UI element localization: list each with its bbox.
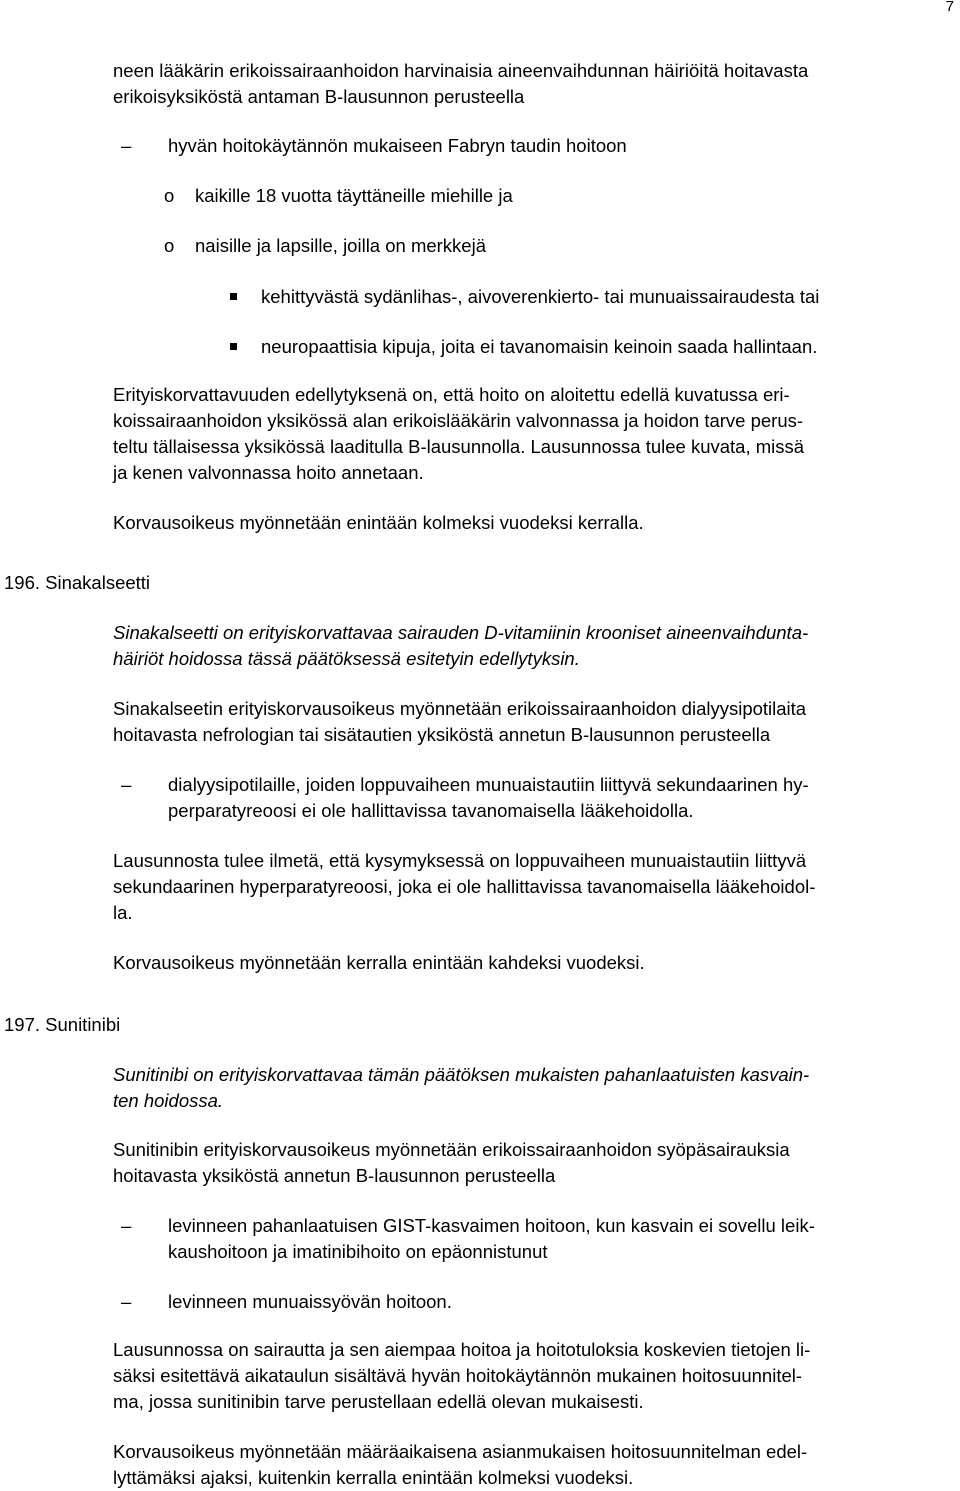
page-number: 7 [945,0,954,15]
paragraph-line: teltu tällaisessa yksikössä laaditulla B-lausunnolla. Lausunnossa tulee kuvata, missä [113,436,805,457]
intro-line: neen lääkärin erikoissairaanhoidon harvinaisia aineenvaihdunnan häiriöitä hoitavasta [113,60,809,81]
list-item: neuropaattisia kipuja, joita ei tavanomaisin keinoin saada hallintaan. [261,336,818,357]
paragraph-line: lyttämäksi ajaksi, kuitenkin kerralla enintään kolmeksi vuodeksi. [113,1467,634,1488]
list-item: levinneen pahanlaatuisen GIST-kasvaimen hoitoon, kun kasvain ei sovellu leik- [168,1215,815,1236]
paragraph-line: Korvausoikeus myönnetään määräaikaisena asianmukaisen hoitosuunnitelman edel- [113,1441,808,1462]
dash-bullet-icon: – [121,1291,132,1312]
paragraph-line: hoitavasta nefrologian tai sisätautien yksiköstä annetun B-lausunnon perusteella [113,724,771,745]
dash-bullet-icon: – [121,1215,132,1236]
paragraph-line: ma, jossa sunitinibin tarve perustellaan edellä olevan mukaisesti. [113,1391,644,1412]
list-item: dialyysipotilaille, joiden loppuvaiheen munuaistautiin liittyvä sekundaarinen hy- [168,774,809,795]
section-heading: 197. Sunitinibi [4,1014,121,1035]
section-heading: 196. Sinakalseetti [4,572,151,593]
paragraph-line: sekundaarinen hyperparatyreoosi, joka ei ole hallittavissa tavanomaisella lääkehoidol- [113,876,816,897]
paragraph-line: Lausunnossa on sairautta ja sen aiempaa hoitoa ja hoitotuloksia koskevien tietojen li- [113,1339,811,1360]
paragraph-line: la. [113,902,133,923]
list-item: kehittyvästä sydänlihas-, aivoverenkierto- tai munuaissairaudesta tai [261,286,820,307]
circle-bullet-icon: o [164,235,175,256]
definition-line: häiriöt hoidossa tässä päätöksessä esitetyin edellytyksin. [113,648,580,669]
paragraph-line: Sinakalseetin erityiskorvausoikeus myönnetään erikoissairaanhoidon dialyysipotilaita [113,698,807,719]
square-bullet-icon [230,343,237,350]
paragraph-line: Korvausoikeus myönnetään kerralla enintään kahdeksi vuodeksi. [113,952,645,973]
intro-line: erikoisyksiköstä antaman B-lausunnon perusteella [113,86,525,107]
definition-line: ten hoidossa. [113,1090,224,1111]
definition-line: Sinakalseetti on erityiskorvattavaa sairauden D-vitamiinin krooniset aineenvaihdunta- [113,622,809,643]
list-item: perparatyreoosi ei ole hallittavissa tavanomaisella lääkehoidolla. [168,800,694,821]
paragraph-line: säksi esitettävä aikataulun sisältävä hyvän hoitokäytännön mukainen hoitosuunnitel- [113,1365,803,1386]
list-item: naisille ja lapsille, joilla on merkkejä [195,235,486,256]
circle-bullet-icon: o [164,185,175,206]
list-item: kaikille 18 vuotta täyttäneille miehille ja [195,185,513,206]
paragraph-line: Korvausoikeus myönnetään enintään kolmeksi vuodeksi kerralla. [113,512,644,533]
paragraph-line: ja kenen valvonnassa hoito annetaan. [113,462,424,483]
paragraph-line: Lausunnosta tulee ilmetä, että kysymyksessä on loppuvaiheen munuaistautiin liittyvä [113,850,807,871]
square-bullet-icon [230,293,237,300]
paragraph-line: Sunitinibin erityiskorvausoikeus myönnetään erikoissairaanhoidon syöpäsairauksia [113,1139,790,1160]
list-item: levinneen munuaissyövän hoitoon. [168,1291,452,1312]
dash-bullet-icon: – [121,135,132,156]
definition-line: Sunitinibi on erityiskorvattavaa tämän päätöksen mukaisten pahanlaatuisten kasvain- [113,1064,810,1085]
paragraph-line: hoitavasta yksiköstä annetun B-lausunnon perusteella [113,1165,556,1186]
list-item: hyvän hoitokäytännön mukaiseen Fabryn taudin hoitoon [168,135,627,156]
list-item: kaushoitoon ja imatinibihoito on epäonnistunut [168,1241,548,1262]
dash-bullet-icon: – [121,774,132,795]
paragraph-line: Erityiskorvattavuuden edellytyksenä on, että hoito on aloitettu edellä kuvatussa eri- [113,384,790,405]
paragraph-line: koissairaanhoidon yksikössä alan erikoislääkärin valvonnassa ja hoidon tarve perus- [113,410,804,431]
